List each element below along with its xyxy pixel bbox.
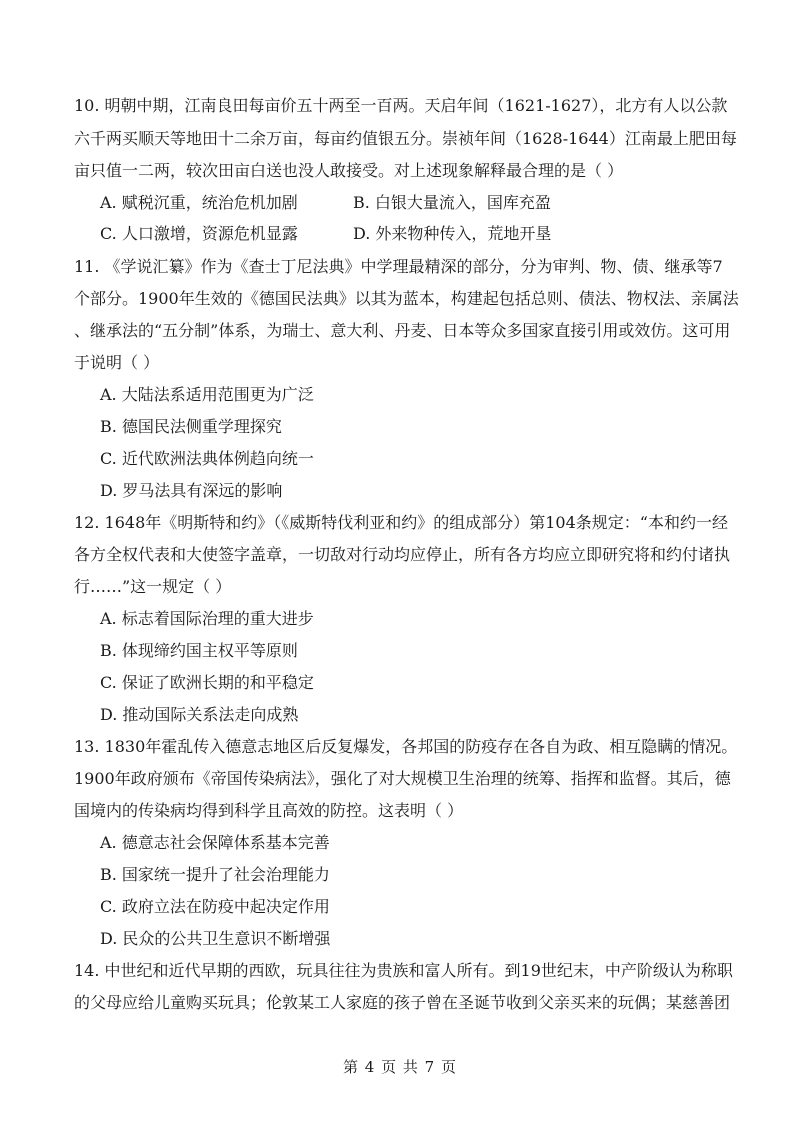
option-b[interactable]: B. 国家统一提升了社会治理能力 (100, 865, 330, 884)
option-a[interactable]: A. 赋税沉重，统治危机加剧 (100, 193, 298, 212)
question-14-line-1: 14. 中世纪和近代早期的西欧，玩具往往为贵族和富人所有。到19世纪末，中产阶级认为称职 (74, 961, 733, 980)
option-b[interactable]: B. 体现缔约国主权平等原则 (100, 641, 298, 660)
option-b[interactable]: B. 德国民法侧重学理探究 (100, 417, 282, 436)
question-10-line-3: 亩只值一二两，较次田亩白送也没人敢接受。对上述现象解释最合理的是（ ） (74, 161, 624, 180)
option-a[interactable]: A. 大陆法系适用范围更为广泛 (100, 385, 314, 404)
question-11-line-4: 于说明（ ） (74, 353, 160, 372)
question-13-line-2: 1900年政府颁布《帝国传染病法》，强化了对大规模卫生治理的统筹、指挥和监督。其后，德 (74, 769, 731, 788)
question-10-options-row-1 (100, 192, 700, 214)
question-12-line-2: 各方全权代表和大使签字盖章，一切敌对行动均应停止，所有各方均应立即研究将和约付诸执 (74, 545, 731, 564)
option-d[interactable]: D. 民众的公共卫生意识不断增强 (100, 929, 331, 948)
option-b[interactable]: B. 白银大量流入，国库充盈 (353, 193, 551, 212)
question-12-line-1: 12. 1648年《明斯特和约》（《威斯特伐利亚和约》的组成部分）第104条规定：“本和约一经 (74, 513, 728, 532)
option-a[interactable]: A. 德意志社会保障体系基本完善 (100, 833, 330, 852)
option-d[interactable]: D. 外来物种传入，荒地开垦 (353, 224, 552, 243)
question-12-line-3: 行……”这一规定（ ） (74, 577, 232, 596)
option-a[interactable]: A. 标志着国际治理的重大进步 (100, 609, 314, 628)
question-13-line-1: 13. 1830年霍乱传入德意志地区后反复爆发，各邦国的防疫存在各自为政、相互隐瞒的情况。 (74, 737, 738, 756)
question-14-line-2: 的父母应给儿童购买玩具；伦敦某工人家庭的孩子曾在圣诞节收到父亲买来的玩偶；某慈善团 (74, 993, 731, 1012)
question-10-line-2: 六千两买顺天等地田十二余万亩，每亩约值银五分。崇祯年间（1628-1644）江南最上肥田每 (74, 129, 737, 148)
option-c[interactable]: C. 政府立法在防疫中起决定作用 (100, 897, 330, 916)
option-c[interactable]: C. 保证了欧洲长期的和平稳定 (100, 673, 314, 692)
question-13-line-3: 国境内的传染病均得到科学且高效的防控。这表明（ ） (74, 801, 464, 820)
question-10-options-row-2 (100, 223, 700, 245)
option-d[interactable]: D. 推动国际关系法走向成熟 (100, 705, 299, 724)
question-11-line-2: 个部分。1900年生效的《德国民法典》以其为蓝本，构建起包括总则、债法、物权法、亲属法 (74, 289, 739, 308)
option-d[interactable]: D. 罗马法具有深远的影响 (100, 481, 283, 500)
option-c[interactable]: C. 人口激增，资源危机显露 (100, 224, 298, 243)
question-11-line-3: 、继承法的“五分制”体系，为瑞士、意大利、丹麦、日本等众多国家直接引用或效仿。这可用 (74, 321, 731, 340)
page-number-footer: 第 4 页 共 7 页 (343, 1058, 457, 1076)
question-10-line-1: 10. 明朝中期，江南良田每亩价五十两至一百两。天启年间（1621-1627），北方有人以公款 (74, 96, 728, 115)
question-11-line-1: 11. 《学说汇纂》作为《查士丁尼法典》中学理最精深的部分，分为审判、物、债、继承等7 (74, 257, 723, 276)
option-c[interactable]: C. 近代欧洲法典体例趋向统一 (100, 449, 314, 468)
